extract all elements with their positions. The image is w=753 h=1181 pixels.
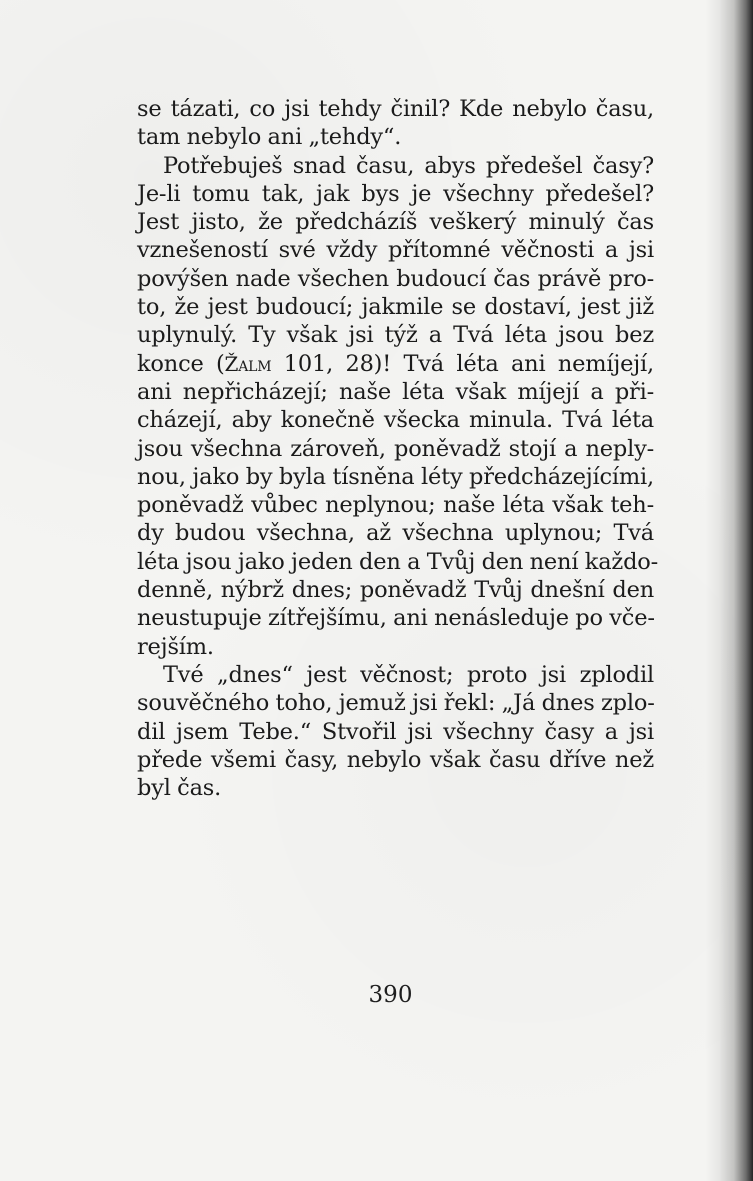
text-line: poněvadž vůbec neplynou; naše léta však teh- [137,492,654,519]
text-line: cházejí, aby konečně všecka minula. Tvá léta [137,407,654,434]
text-line: Je-li tomu tak, jak bys je všechny předešel? [137,180,654,207]
text-line: Jest jisto, že předcházíš veškerý minulý čas [137,209,654,236]
text-line: dil jsem Tebe.“ Stvořil jsi všechny časy a jsi [137,718,654,745]
text-line: jsou všechna zároveň, poněvadž stojí a neply- [137,435,654,462]
text-line-with-citation [137,350,654,378]
text-line: vznešeností své vždy přítomné věčnosti a jsi [137,237,654,264]
text-line: souvěčného toho, jemuž jsi řekl: „Já dnes zplo- [137,690,655,717]
text-line: povýšen nade všechen budoucí čas právě pro- [137,265,654,292]
line-suffix: 101, 28)! Tvá léta ani nemíjejí, [271,350,654,377]
text-line: léta jsou jako jeden den a Tvůj den není každo- [137,548,659,575]
text-line: Potřebuješ snad času, abys předešel časy? [163,152,654,179]
text-line: neustupuje zítřejšímu, ani nenásleduje po vče- [137,605,655,632]
text-line: to, že jest budoucí; jakmile se dostaví, jest již [137,294,654,321]
text-line: Tvé „dnes“ jest věčnost; proto jsi zplodil [163,661,654,688]
text-line: ani nepřicházejí; naše léta však míjejí a při- [137,378,654,405]
text-line: byl čas. [137,775,222,802]
line-prefix: konce ( [137,350,225,377]
text-line: nou, jako by byla tísněna léty předcházejícími, [137,463,654,490]
text-line: tam nebylo ani „tehdy“. [137,124,402,151]
text-line: uplynulý. Ty však jsi týž a Tvá léta jsou bez [137,322,654,349]
text-line: denně, nýbrž dnes; poněvadž Tvůj dnešní den [137,577,654,604]
psalm-citation: Žalm [224,351,272,376]
text-line: rejším. [137,633,214,660]
body-text [137,95,659,802]
page-number: 390 [368,982,413,1008]
text-line: přede všemi časy, nebylo však času dříve než [137,746,654,773]
text-line: dy budou všechna, až všechna uplynou; Tvá [137,520,654,547]
text-line: se tázati, co jsi tehdy činil? Kde nebylo času, [137,96,654,122]
